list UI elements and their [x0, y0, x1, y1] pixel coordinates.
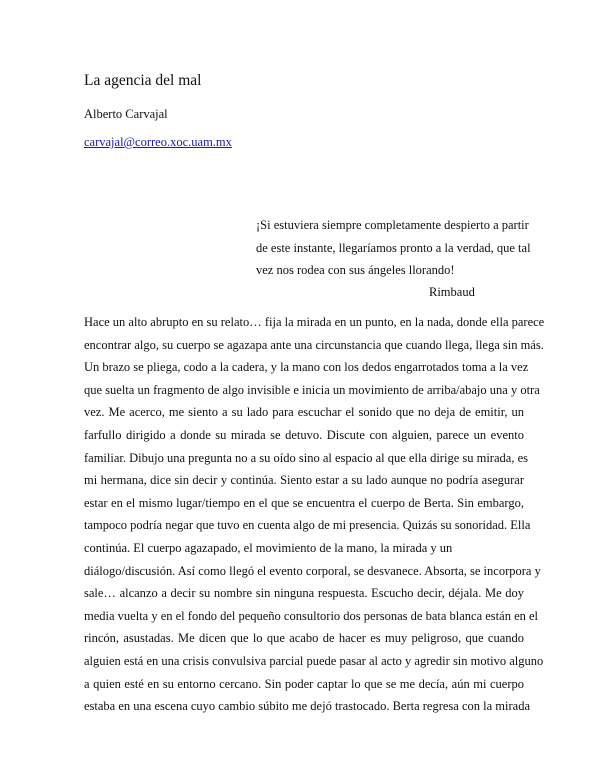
- body-line: sale… alcanzo a decir su nombre sin ninguna respuesta. Escucho decir, déjala. Me doy: [84, 586, 524, 601]
- epigraph-line: de este instante, llegaríamos pronto a la verdad, que tal: [256, 240, 531, 255]
- body-line: que suelta un fragmento de algo invisible e inicia un movimiento de arriba/abajo una y otra: [84, 382, 540, 397]
- epigraph-quote: [256, 214, 531, 282]
- body-line: Hace un alto abrupto en su relato… fija la mirada en un punto, en la nada, donde ella parece: [84, 315, 545, 329]
- body-line: continúa. El cuerpo agazapado, el movimiento de la mano, la mirada y un: [84, 540, 453, 555]
- body-line: estaba en una escena cuyo cambio súbito me dejó trastocado. Berta regresa con la mirada: [84, 699, 530, 714]
- epigraph-line: vez nos rodea con sus ángeles llorando!: [256, 263, 455, 277]
- body-line: encontrar algo, su cuerpo se agazapa ante una circunstancia que cuando llega, llega sin más.: [84, 337, 544, 352]
- body-line: rincón, asustadas. Me dicen que lo que acabo de hacer es muy peligroso, que cuando: [84, 631, 524, 646]
- body-line: tampoco podría negar que tuvo en cuenta algo de mi presencia. Quizás su sonoridad. Ella: [84, 518, 531, 533]
- body-line: mi hermana, dice sin decir y continúa. Siento estar a su lado aunque no podría asegurar: [84, 473, 524, 488]
- body-paragraph: [84, 311, 545, 718]
- body-line: vez. Me acerco, me siento a su lado para escuchar el sonido que no deja de emitir, un: [84, 405, 524, 420]
- body-line: diálogo/discusión. Así como llegó el evento corporal, se desvanece. Absorta, se incorpora y: [84, 563, 541, 578]
- author-email-link[interactable]: carvajal@correo.xoc.uam.mx: [84, 135, 232, 149]
- epigraph-author: Rimbaud: [429, 285, 475, 299]
- epigraph-line: ¡Si estuviera siempre completamente despierto a partir: [256, 218, 529, 232]
- body-line: estar en el mismo lugar/tiempo en el que se encuentra el cuerpo de Berta. Sin embargo,: [84, 495, 524, 510]
- author-name: Alberto Carvajal: [84, 107, 168, 121]
- body-line: farfullo dirigido a donde su mirada se detuvo. Discute con alguien, parece un evento: [84, 427, 524, 442]
- body-line: a quien esté en su entorno cercano. Sin poder captar lo que se me decía, aún mi cuerpo: [84, 676, 524, 691]
- body-line: alguien está en una crisis convulsiva parcial puede pasar al acto y agredir sin motivo alguno: [84, 653, 544, 668]
- document-title: La agencia del mal: [84, 72, 202, 89]
- body-line: Un brazo se pliega, codo a la cadera, y la mano con los dedos engarrotados toma a la vez: [84, 360, 529, 375]
- body-line: familiar. Dibujo una pregunta no a su oído sino al espacio al que ella dirige su mirada, es: [84, 450, 528, 465]
- body-line: media vuelta y en el fondo del pequeño consultorio dos personas de bata blanca están en el: [84, 608, 539, 623]
